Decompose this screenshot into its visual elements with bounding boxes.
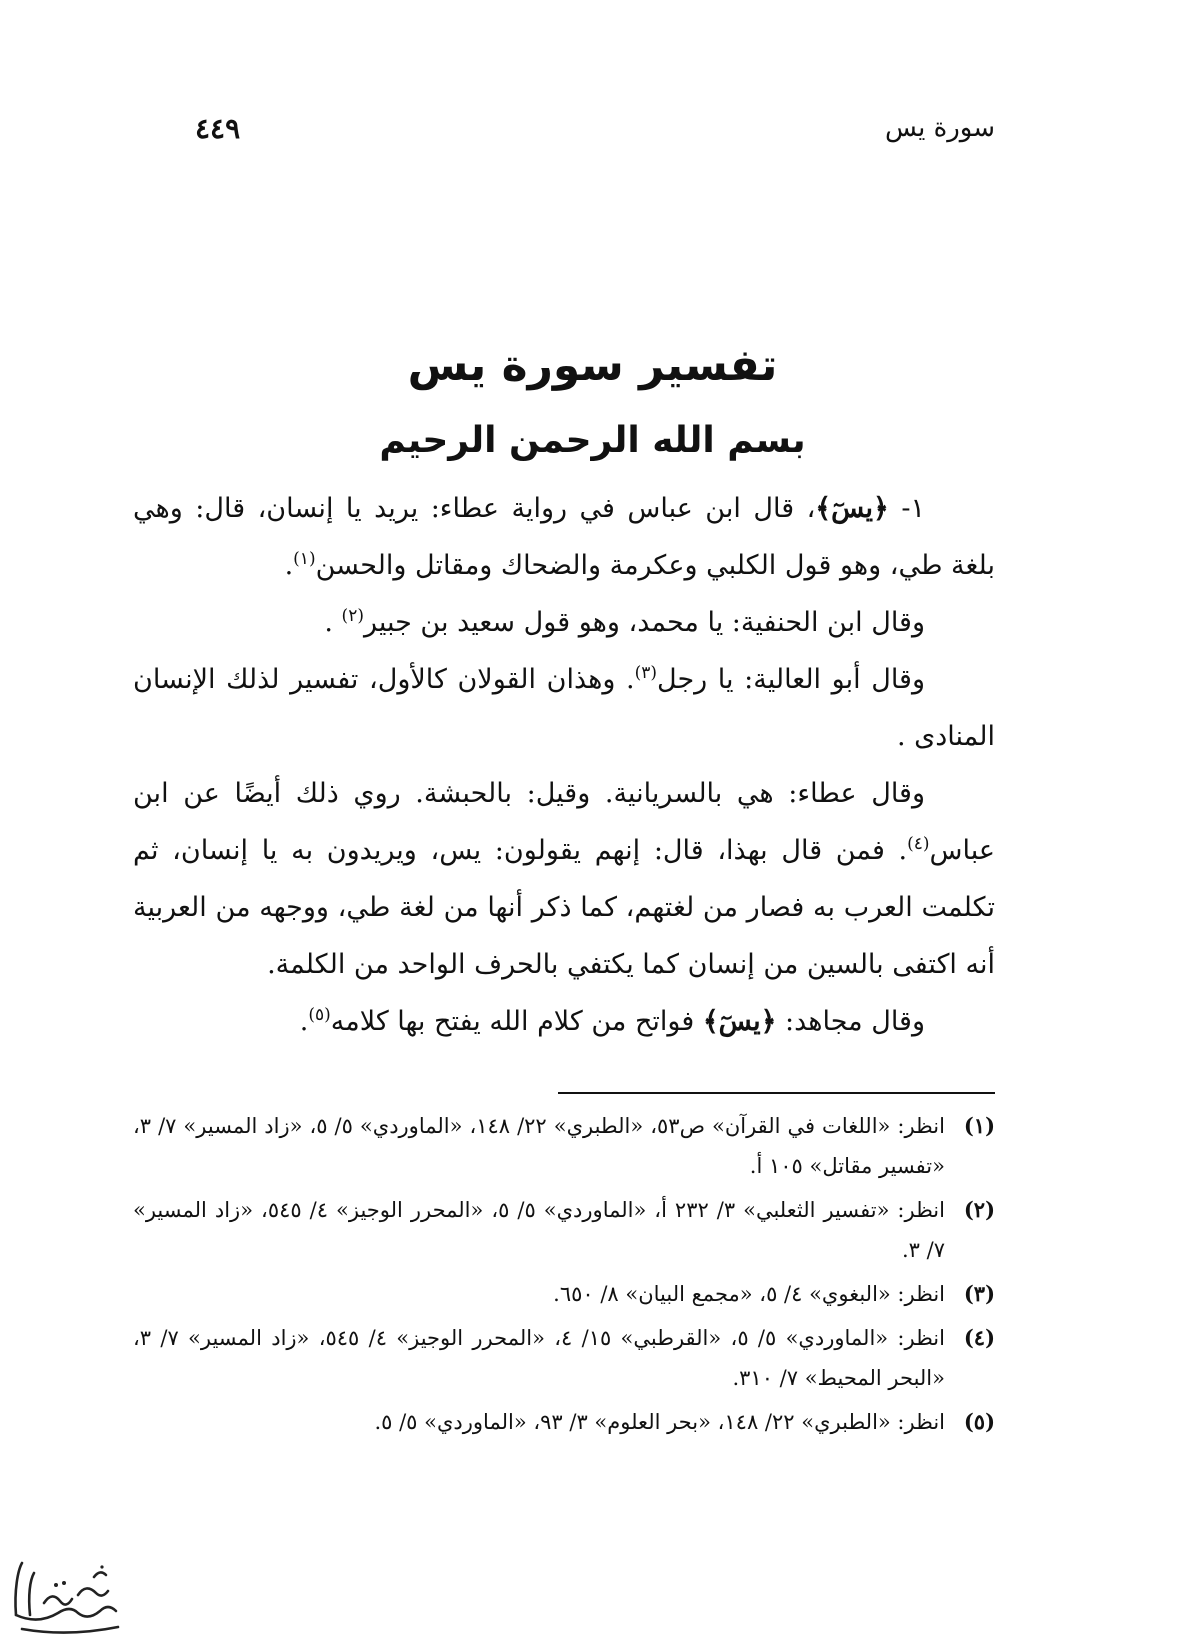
footnote-text: انظر: «اللغات في القرآن» ص٥٣، «الطبري» ٢٢/ ١٤٨، «الماوردي» ٥/ ٥، «زاد المسير» ٧/ ٣، «تفسير مقاتل» ١٠٥ أ. bbox=[133, 1114, 945, 1178]
footnote bbox=[133, 1190, 995, 1270]
footnote-reference: (٤) bbox=[907, 834, 930, 854]
text-run: . فمن قال بهذا، قال: إنهم يقولون: يس، ويريدون به يا إنسان، ثم تكلمت العرب به فصار من لغتهم، كما ذكر أنها من لغة طي، ووجهه من العربية أنه اكتفى بالسين من إنسان كما يكتفي بالحرف الواحد من الكلمة. bbox=[133, 835, 995, 980]
quran-citation: ﴿يسٓ﴾ bbox=[815, 493, 889, 524]
text-run: . وهذان القولان كالأول، تفسير لذلك الإنسان المنادى . bbox=[133, 664, 995, 752]
main-text bbox=[133, 480, 995, 1050]
footnote-number: (٣) bbox=[963, 1281, 995, 1306]
text-run: وقال أبو العالية: يا رجل bbox=[657, 664, 925, 695]
footnote-number: (٤) bbox=[963, 1325, 995, 1350]
footnote-reference: (٥) bbox=[308, 1005, 331, 1025]
paragraph bbox=[133, 480, 995, 594]
running-title: سورة يس bbox=[884, 113, 995, 143]
footnote bbox=[133, 1106, 995, 1186]
footnote-divider bbox=[558, 1092, 995, 1094]
footnote-number: (١) bbox=[963, 1113, 995, 1138]
text-run: . bbox=[284, 550, 294, 581]
footnote-text: انظر: «الماوردي» ٥/ ٥، «القرطبي» ١٥/ ٤، «المحرر الوجيز» ٤/ ٥٤٥، «زاد المسير» ٧/ ٣، «البحر المحيط» ٧/ ٣١٠. bbox=[133, 1326, 945, 1390]
footnote bbox=[133, 1402, 995, 1442]
paragraph bbox=[133, 993, 995, 1050]
text-run: . bbox=[299, 1006, 309, 1037]
text-run: وقال مجاهد: bbox=[776, 1006, 925, 1037]
paragraph bbox=[133, 765, 995, 993]
running-header bbox=[195, 108, 995, 148]
footnote-text: انظر: «البغوي» ٤/ ٥، «مجمع البيان» ٨/ ٦٥٠. bbox=[553, 1282, 945, 1306]
quran-citation: ﴿يسٓ﴾ bbox=[702, 1006, 777, 1037]
footnotes bbox=[133, 1106, 995, 1446]
footnote bbox=[133, 1274, 995, 1314]
text-run: ١- bbox=[888, 493, 925, 524]
page-number: ٤٤٩ bbox=[195, 111, 241, 145]
footnote-number: (٥) bbox=[963, 1409, 995, 1434]
text-run: وقال عطاء: هي بالسريانية. وقيل: بالحبشة. روي ذلك أيضًا عن ابن عباس bbox=[133, 778, 995, 866]
footnote-reference: (١) bbox=[293, 549, 316, 569]
text-run: فواتح من كلام الله يفتح بها كلامه bbox=[330, 1006, 703, 1037]
footnote-text: انظر: «الطبري» ٢٢/ ١٤٨، «بحر العلوم» ٣/ ٩٣، «الماوردي» ٥/ ٥. bbox=[374, 1410, 945, 1434]
footnote-number: (٢) bbox=[963, 1197, 995, 1222]
paragraph bbox=[133, 651, 995, 765]
footnote-reference: (٢) bbox=[341, 606, 364, 626]
footnote bbox=[133, 1318, 995, 1398]
publisher-logo bbox=[8, 1555, 128, 1640]
footnote-reference: (٣) bbox=[634, 663, 658, 683]
surah-title: تفسير سورة يس bbox=[407, 340, 778, 391]
footnote-text: انظر: «تفسير الثعلبي» ٣/ ٢٣٢ أ، «الماوردي» ٥/ ٥، «المحرر الوجيز» ٤/ ٥٤٥، «زاد المسير» ٧/ ٣. bbox=[133, 1198, 945, 1262]
text-run: ، قال ابن عباس في رواية عطاء: يريد يا إنسان، قال: وهي بلغة طي، وهو قول الكلبي وعكرمة والضحاك ومقاتل والحسن bbox=[133, 493, 995, 581]
paragraph bbox=[133, 594, 995, 651]
text-run: . bbox=[324, 607, 342, 638]
basmala: بسم الله الرحمن الرحيم bbox=[379, 420, 806, 461]
text-run: وقال ابن الحنفية: يا محمد، وهو قول سعيد بن جبير bbox=[363, 607, 925, 638]
